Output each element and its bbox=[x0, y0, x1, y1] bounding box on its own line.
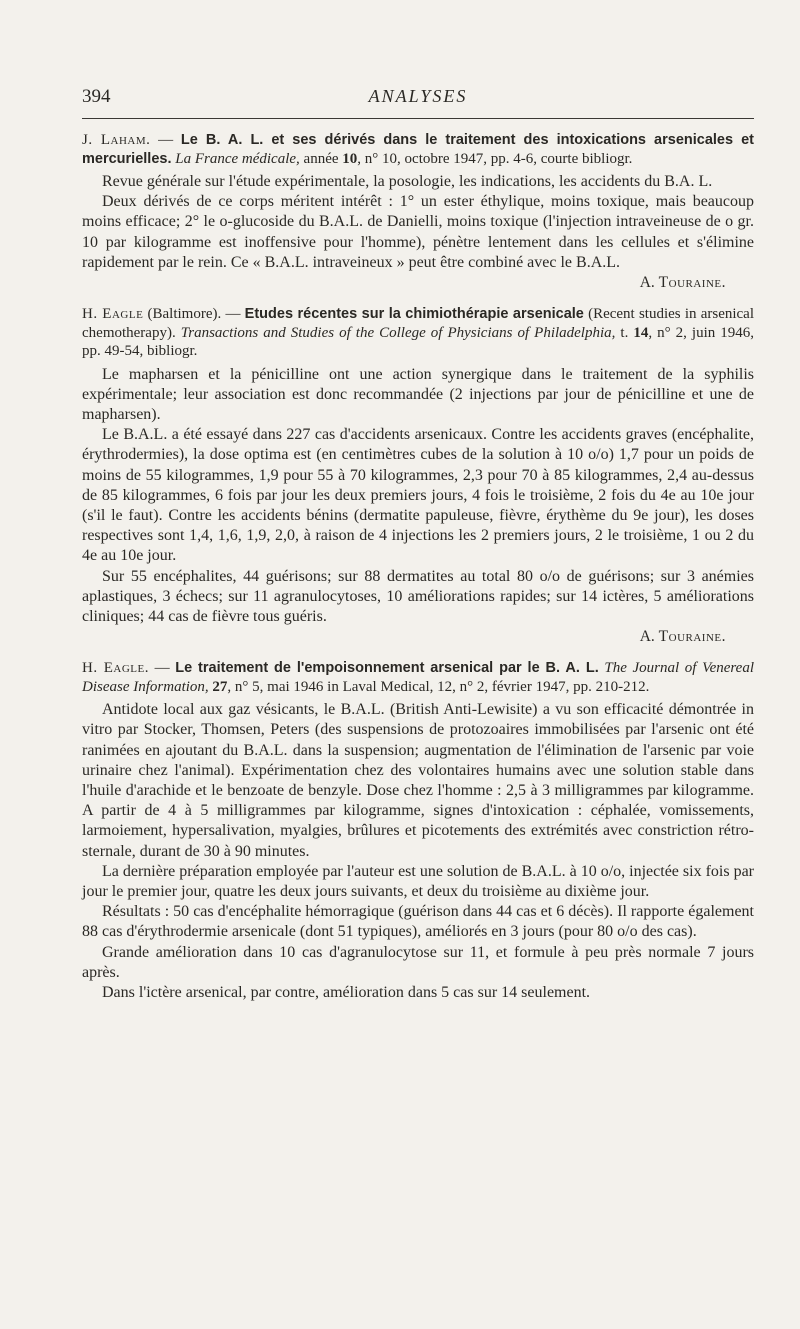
article-title: Le traitement de l'empoisonnement arsenical par le B. A. L. bbox=[175, 660, 599, 677]
signature bbox=[82, 627, 754, 647]
page-number: 394 bbox=[82, 86, 111, 107]
citation bbox=[82, 305, 754, 361]
author: H. Eagle. bbox=[82, 660, 149, 677]
paragraph: Antidote local aux gaz vésicants, le B.A.L. (British Anti-Lewisite) a vu son efficacité démontrée in vitro par Stocker, Thomsen, Peters (des suspensions de protozoaires immobilisées par l'arsenic ont été ranimées en ajoutant du B.A.L. dans la suspension; augmentation de l'élimination de l'arsenic par voie urinaire chez l'animal). Expérimentation chez des volontaires humains avec une solution stable dans l'huile d'arachide et le benzoate de benzyle. Dose chez l'homme : 2,5 à 3 milligrammes par kilogramme. A partir de 4 à 5 milligrammes par kilogramme, signes d'intoxication : céphalée, vomissements, larmoiement, hypersalivation, myalgies, brûlures et picotements des extrémités avec constriction rétro-sternale, durant de 30 à 90 minutes. bbox=[82, 701, 754, 860]
paragraph: Revue générale sur l'étude expérimentale, la posologie, les indications, les accidents du B.A. L. bbox=[102, 173, 713, 190]
paragraph: Dans l'ictère arsenical, par contre, amélioration dans 5 cas sur 14 seulement. bbox=[102, 984, 591, 1001]
paragraph: Deux dérivés de ce corps méritent intérêt : 1° un ester éthylique, moins toxique, mais beaucoup moins efficace; 2° le o-glucoside du B.A.L. de Danielli, moins toxique (l'injection intraveineuse de o gr. 10 par kilogramme est inoffensive pour l'homme), pénètre lentement dans les cellules et s'élimine rapidement par le rein. Ce « B.A.L. intraveineux » peut être combiné avec le B.A.L. bbox=[82, 193, 754, 271]
author: H. Eagle bbox=[82, 306, 144, 323]
source: Transactions and Studies of the College of Physicians of Philadelphia, bbox=[180, 324, 616, 341]
author: J. Laham. bbox=[82, 132, 151, 148]
paragraph: Le B.A.L. a été essayé dans 227 cas d'accidents arsenicaux. Contre les accidents graves (encéphalite, érythrodermies), la dose optima est (en centimètres cubes de la solution à 10 o/o) 1,7 pour un poids de moins de 55 kilogrammes, 1,9 pour 55 à 70 kilogrammes, 2,3 pour 70 à 85 kilogrammes, 2,4 au-dessus de 85 kilogrammes, 6 fois par jour les deux premiers jours, 4 fois le troisième, 2 fois du 4e au 10e jour (s'il le faut). Contre les accidents bénins (dermatite papuleuse, fièvre, érythème du 9e jour), les doses respectives sont 1,4, 1,6, 1,9, 2,0, à raison de 4 injections les 2 premiers jours, 2 le troisième, 1 ou 2 du 4e au 10e jour. bbox=[82, 426, 754, 565]
signature-initial: A. bbox=[639, 628, 655, 646]
paragraph: Grande amélioration dans 10 cas d'agranulocytose sur 11, et formule à peu près normale 7 jours après. bbox=[82, 943, 754, 981]
citation bbox=[82, 131, 754, 168]
page-header bbox=[82, 84, 754, 119]
volume: 14 bbox=[633, 324, 649, 341]
details-pre: t. bbox=[615, 324, 634, 341]
details-post: , n° 10, octobre 1947, pp. 4-6, courte bibliogr. bbox=[357, 150, 633, 167]
paragraph: Le mapharsen et la pénicilline ont une action synergique dans le traitement de la syphilis expérimentale; leur association est donc recommandée (2 injections par jour de pénicilline et une de mapharsen). bbox=[82, 365, 754, 423]
paragraph: Sur 55 encéphalites, 44 guérisons; sur 88 dermatites au total 80 o/o de guérisons; sur 3 anémies aplastiques, 3 échecs; sur 11 agranulocytoses, 10 améliorations rapides; sur 14 ictères, 5 améliorations cliniques; 44 cas de fièvre tous guéris. bbox=[82, 567, 754, 625]
signature-initial: A. bbox=[639, 274, 655, 292]
signature-name: Touraine. bbox=[658, 628, 726, 646]
volume: 10 bbox=[342, 150, 358, 167]
abstract-entry bbox=[82, 305, 754, 647]
source: La France médicale, bbox=[175, 150, 300, 167]
abstract-entry bbox=[82, 131, 754, 293]
signature bbox=[82, 273, 754, 293]
volume: 27 bbox=[212, 678, 228, 695]
separator: — bbox=[150, 132, 181, 148]
separator: (Baltimore). — bbox=[143, 306, 245, 323]
paragraph: Résultats : 50 cas d'encéphalite hémorragique (guérison dans 44 cas et 6 décès). Il rapporte également 88 cas d'érythrodermie arsenicale (dont 51 typiques), améliorés en 3 jours (pour 80 o/o des cas). bbox=[82, 903, 754, 941]
abstract-entry bbox=[82, 659, 754, 1003]
article-title: Le B. A. L. et ses dérivés dans le traitement des intoxications arsenicales et mercurielles. bbox=[82, 132, 754, 167]
paragraph: La dernière préparation employée par l'auteur est une solution de B.A.L. à 10 o/o, injectée six fois par jour le premier jour, quatre les deux jours suivants, et deux du troisième au dixième jour. bbox=[82, 862, 754, 900]
page bbox=[82, 84, 754, 1003]
signature-name: Touraine. bbox=[658, 274, 726, 292]
separator: — bbox=[148, 660, 176, 677]
source: The Journal of Venereal Disease Information, bbox=[82, 660, 755, 695]
details-post: , n° 2, juin 1946, pp. 49-54, bibliogr. bbox=[82, 324, 754, 360]
citation bbox=[82, 659, 754, 696]
details-post: , n° 5, mai 1946 in Laval Medical, 12, n° 2, février 1947, pp. 210-212. bbox=[227, 678, 650, 695]
details-pre: année bbox=[299, 150, 343, 167]
article-title: Etudes récentes sur la chimiothérapie arsenicale bbox=[244, 306, 584, 323]
title-tail: (Recent studies in arsenical chemotherapy). bbox=[82, 306, 755, 341]
running-title: ANALYSES bbox=[368, 86, 468, 106]
